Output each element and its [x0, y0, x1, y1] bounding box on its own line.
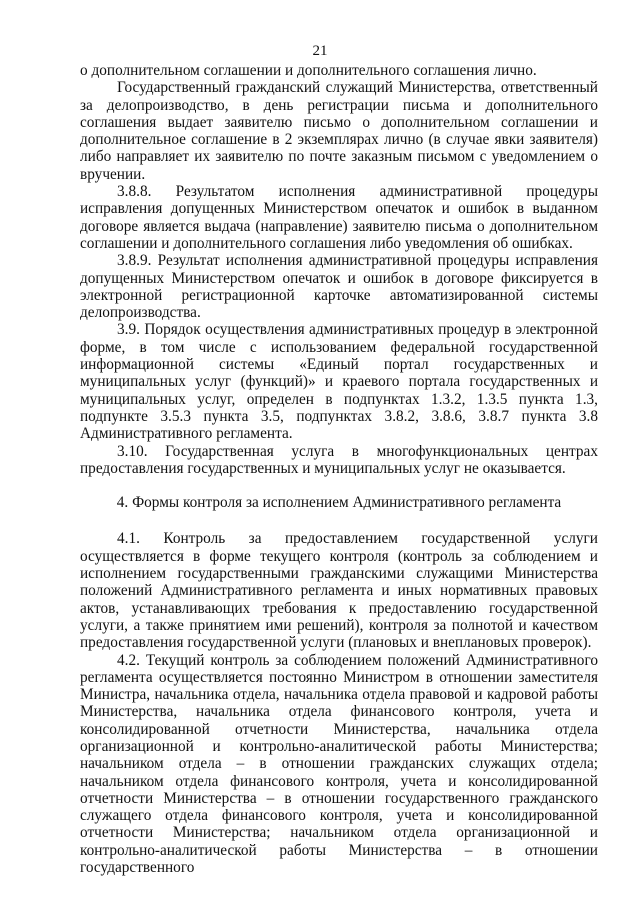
paragraph: Государственный гражданский служащий Министерства, ответственный за делопроизводство, в день регистрации письма и дополнительного соглашения выдает заявителю письмо о дополнительном соглашении и дополнительное соглашение в 2 экземплярах лично (в случае явки заявителя) либо направляет их заявителю по почте заказным письмом с уведомлением о вручении. — [80, 79, 598, 183]
page-number: 21 — [312, 43, 328, 59]
paragraph: 4.2. Текущий контроль за соблюдением положений Административного регламента осуществляется постоянно Министром в отношении заместителя Министра, начальника отдела, начальника отдела правовой и кадровой работы Министерства, начальника отдела финансового контроля, учета и консолидированной отчетности Министерства, начальника отдела организационной и контрольно-аналитической работы Министерства; начальником отдела – в отношении гражданских служащих отдела; начальником отдела финансового контроля, учета и консолидированной отчетности Министерства – в отношении государственного гражданского служащего отдела финансового контроля, учета и консолидированной отчетности Министерства; начальником отдела организационной и контрольно-аналитической работы Министерства – в отношении государственного — [80, 651, 598, 877]
paragraph: о дополнительном соглашении и дополнительного соглашения лично. — [80, 62, 537, 79]
document-body — [80, 62, 598, 876]
paragraph: 3.10. Государственная услуга в многофункциональных центрах предоставления государственных и муниципальных услуг не оказывается. — [80, 442, 598, 477]
paragraph: 3.8.9. Результат исполнения административной процедуры исправления допущенных Министерством опечаток и ошибок в договоре фиксируется в электронной регистрационной карточке автоматизированной системы делопроизводства. — [80, 252, 598, 322]
paragraph: 3.8.8. Результатом исполнения административной процедуры исправления допущенных Министерством опечаток и ошибок в выданном договоре является выдача (направление) заявителю письма о дополнительном соглашении и дополнительного соглашения либо уведомления об ошибках. — [80, 183, 598, 252]
paragraph: 3.9. Порядок осуществления административных процедур в электронной форме, в том числе с использованием федеральной государственной информационной системы «Единый портал государственных и муниципальных услуг (функций)» и краевого портала государственных и муниципальных услуг, определен в подпунктах 1.3.2, 1.3.5 пункта 1.3, подпункте 3.5.3 пункта 3.5, подпунктах 3.8.2, 3.8.6, 3.8.7 пункта 3.8 Административного регламента. — [80, 321, 598, 443]
paragraph: 4.1. Контроль за предоставлением государственной услуги осуществляется в форме текущего контроля (контроль за соблюдением и исполнением государственными гражданскими служащими Министерства положений Административного регламента и иных нормативных правовых актов, устанавливающих требования к предоставлению государственной услуги, а также принятием ими решений), контроля за полнотой и качеством предоставления государственной услуги (плановых и внеплановых проверок). — [80, 530, 598, 652]
section-heading: 4. Формы контроля за исполнением Административного регламента — [116, 494, 562, 512]
